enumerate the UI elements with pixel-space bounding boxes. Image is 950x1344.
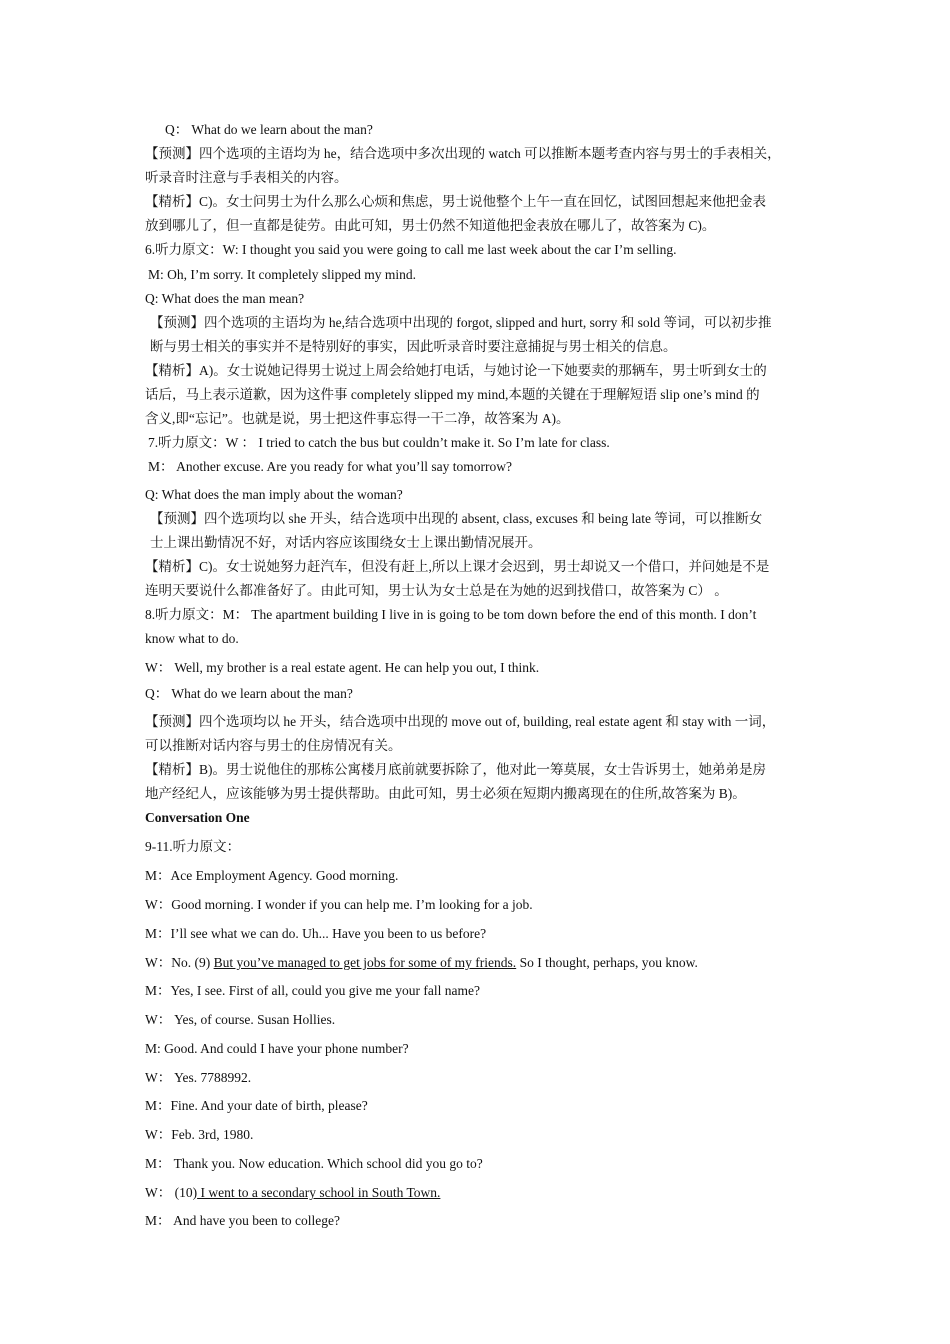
q6-transcript-m: M: Oh, I’m sorry. It completely slipped my mind. xyxy=(148,267,416,282)
q7-analysis: 【精析】C)。女士说她努力赶汽车，但没有赶上,所以上课才会迟到，男士却说又一个借口，并问她是不是 xyxy=(145,559,770,574)
dialogue-line: M： And have you been to college? xyxy=(145,1213,340,1228)
q6-analysis-end: 含义,即“忘记”。也就是说，男士把这件事忘得一干二净，故答案为 A)。 xyxy=(145,411,570,426)
dialogue-line: M: Good. And could I have your phone number? xyxy=(145,1041,409,1056)
q7-prediction-cont: 士上课出勤情况不好，对话内容应该围绕女士上课出勤情况展开。 xyxy=(150,535,542,550)
dialogue-line: W： Yes. 7788992. xyxy=(145,1070,252,1085)
dialogue-line: M：I’ll see what we can do. Uh... Have you been to us before? xyxy=(145,926,487,941)
dialogue-speaker-prefix: W： (10) xyxy=(145,1185,198,1200)
q5-analysis: 【精析】C)。女士问男士为什么那么心烦和焦虑，男士说他整个上午一直在回忆，试图回想起来他把金表 xyxy=(145,194,766,209)
q7-question: Q: What does the man imply about the woman? xyxy=(145,487,403,502)
answer-underline-10: I went to a secondary school in South Town. xyxy=(197,1185,441,1200)
dialogue-line: M：Yes, I see. First of all, could you give me your fall name? xyxy=(145,983,480,998)
dialogue-speaker-prefix: W：No. (9) xyxy=(145,955,214,970)
q5-question: Q： What do we learn about the man? xyxy=(165,122,373,137)
q6-prediction-cont: 断与男士相关的事实并不是特别好的事实，因此听录音时要注意捕捉与男士相关的信息。 xyxy=(150,339,677,354)
q8-prediction-cont: 可以推断对话内容与男士的住房情况有关。 xyxy=(145,738,402,753)
dialogue-line: M：Ace Employment Agency. Good morning. xyxy=(145,868,399,883)
q8-transcript-w: W： Well, my brother is a real estate agent. He can help you out, I think. xyxy=(145,660,540,675)
q8-transcript-m: 8.听力原文：M： The apartment building I live in is going to be tom down before the end of this month. I don’t xyxy=(145,607,757,622)
q8-analysis: 【精析】B)。男士说他住的那栋公寓楼月底前就要拆除了，他对此一筹莫展，女士告诉男士，她弟弟是房 xyxy=(145,762,766,777)
q6-analysis-cont: 话后，马上表示道歉，因为这件事 completely slipped my mind,本题的关键在于理解短语 slip one’s mind 的 xyxy=(145,387,760,402)
dialogue-line: M： Thank you. Now education. Which school did you go to? xyxy=(145,1156,483,1171)
q9-11-transcript-label: 9-11.听力原文： xyxy=(145,839,241,854)
q5-prediction: 【预测】四个选项的主语均为 he，结合选项中多次出现的 watch 可以推断本题考查内容与男士的手表相关， xyxy=(145,146,781,161)
q5-analysis-cont: 放到哪儿了，但一直都是徒劳。由此可知，男士仍然不知道他把金表放在哪儿了，故答案为 C)。 xyxy=(145,218,716,233)
q6-transcript-w: 6.听力原文：W: I thought you said you were going to call me last week about the car I’m selling. xyxy=(145,242,677,257)
dialogue-line xyxy=(145,1181,815,1205)
dialogue-line-rest: So I thought, perhaps, you know. xyxy=(516,955,698,970)
section-heading: Conversation One xyxy=(145,810,250,825)
q6-analysis: 【精析】A)。女士说她记得男士说过上周会给她打电话，与她讨论一下她要卖的那辆车，男士听到女士的 xyxy=(145,363,767,378)
q8-question: Q： What do we learn about the man? xyxy=(145,686,353,701)
dialogue-line: W：Feb. 3rd, 1980. xyxy=(145,1127,254,1142)
q6-prediction: 【预测】四个选项的主语均为 he,结合选项中出现的 forgot, slipped and hurt, sorry 和 sold 等词，可以初步推 xyxy=(150,315,772,330)
q7-analysis-cont: 连明天要说什么都准备好了。由此可知，男士认为女士总是在为她的迟到找借口，故答案为 C） 。 xyxy=(145,583,728,598)
q7-transcript-m: M： Another excuse. Are you ready for what you’ll say tomorrow? xyxy=(148,459,513,474)
dialogue-line: W：Good morning. I wonder if you can help me. I’m looking for a job. xyxy=(145,897,533,912)
q6-question: Q: What does the man mean? xyxy=(145,291,305,306)
q8-transcript-m-cont: know what to do. xyxy=(145,631,239,646)
answer-underline-9: But you’ve managed to get jobs for some of my friends. xyxy=(213,955,517,970)
dialogue-line: M：Fine. And your date of birth, please? xyxy=(145,1098,368,1113)
q8-prediction: 【预测】四个选项均以 he 开头，结合选项中出现的 move out of, building, real estate agent 和 stay with 一词， xyxy=(145,714,776,729)
dialogue-line: W： Yes, of course. Susan Hollies. xyxy=(145,1012,336,1027)
q5-prediction-cont: 听录音时注意与手表相关的内容。 xyxy=(145,170,348,185)
dialogue-line xyxy=(145,951,815,975)
q8-analysis-cont: 地产经纪人，应该能够为男士提供帮助。由此可知，男士必须在短期内搬离现在的住所,故答案为 B)。 xyxy=(145,786,746,801)
q7-prediction: 【预测】四个选项均以 she 开头，结合选项中出现的 absent, class, excuses 和 being late 等词，可以推断女 xyxy=(150,511,763,526)
q7-transcript-w: 7.听力原文：W ： I tried to catch the bus but couldn’t make it. So I’m late for class. xyxy=(148,435,610,450)
